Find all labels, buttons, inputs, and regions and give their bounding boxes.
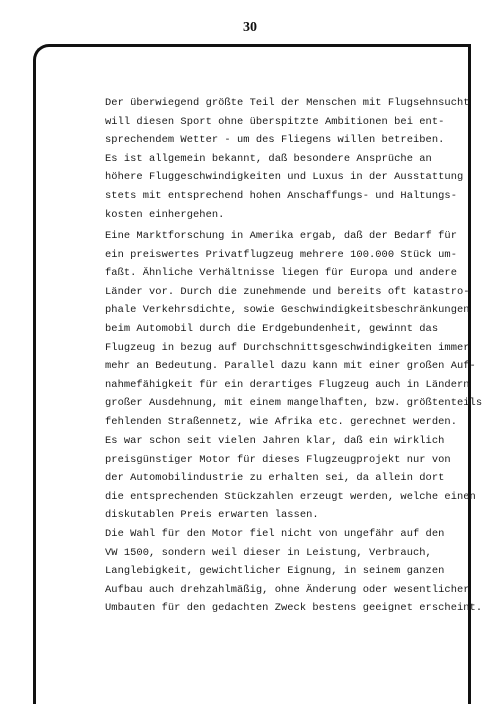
text-line: der Automobilindustrie zu erhalten sei, da allein dort: [105, 472, 445, 485]
text-line: phale Verkehrsdichte, sowie Geschwindigkeitsbeschränkungen: [105, 304, 470, 317]
text-line: Die Wahl für den Motor fiel nicht von ungefähr auf den: [105, 527, 445, 540]
paragraph-3: [105, 432, 485, 618]
text-line: diskutablen Preis erwarten lassen.: [105, 509, 319, 522]
text-line: VW 1500, sondern weil dieser in Leistung, Verbrauch,: [105, 546, 432, 559]
text-line: Es ist allgemein bekannt, daß besondere Ansprüche an: [105, 152, 432, 165]
text-line: Es war schon seit vielen Jahren klar, daß ein wirklich: [105, 435, 445, 447]
text-line: kosten einhergehen.: [105, 208, 225, 221]
text-line: fehlenden Straßennetz, wie Afrika etc. gerechnet werden.: [105, 415, 457, 428]
text-line: höhere Fluggeschwindigkeiten und Luxus in der Ausstattung: [105, 171, 464, 184]
paragraph-1: [105, 94, 485, 224]
text-line: Flugzeug in bezug auf Durchschnittsgeschwindigkeiten immer: [105, 341, 470, 354]
text-line: nahmefähigkeit für ein derartiges Flugzeug auch in Ländern: [105, 378, 470, 391]
text-line: stets mit entsprechend hohen Anschaffungs- und Haltungs-: [105, 189, 457, 202]
text-line: mehr an Bedeutung. Parallel dazu kann mit einer großen Auf-: [105, 360, 476, 373]
text-line: großer Ausdehnung, mit einem mangelhaften, bzw. größtenteils: [105, 397, 483, 410]
text-line: Umbauten für den gedachten Zweck bestens geeignet erscheint.: [105, 602, 483, 615]
paragraph-2: [105, 227, 485, 432]
text-line: Eine Marktforschung in Amerika ergab, daß der Bedarf für: [105, 230, 457, 242]
text-line: preisgünstiger Motor für dieses Flugzeugprojekt nur von: [105, 453, 451, 466]
page-number: 30: [243, 20, 257, 35]
text-line: sprechendem Wetter - um des Fliegens willen betreiben.: [105, 134, 445, 147]
text-line: ein preiswertes Privatflugzeug mehrere 100.000 Stück um-: [105, 248, 457, 261]
text-line: Aufbau auch drehzahlmäßig, ohne Änderung oder wesentlicher: [105, 583, 470, 596]
text-line: Der überwiegend größte Teil der Menschen mit Flugsehnsucht: [105, 97, 470, 109]
text-line: faßt. Ähnliche Verhältnisse liegen für Europa und andere: [105, 267, 457, 280]
text-line: Langlebigkeit, gewichtlicher Eignung, in seinem ganzen: [105, 565, 445, 578]
text-line: beim Automobil durch die Erdgebundenheit, gewinnt das: [105, 322, 439, 335]
text-line: will diesen Sport ohne überspitzte Ambitionen bei ent-: [105, 115, 445, 128]
text-line: die entsprechenden Stückzahlen erzeugt werden, welche einen: [105, 490, 476, 503]
text-line: Länder vor. Durch die zunehmende und bereits oft katastro-: [105, 285, 470, 298]
